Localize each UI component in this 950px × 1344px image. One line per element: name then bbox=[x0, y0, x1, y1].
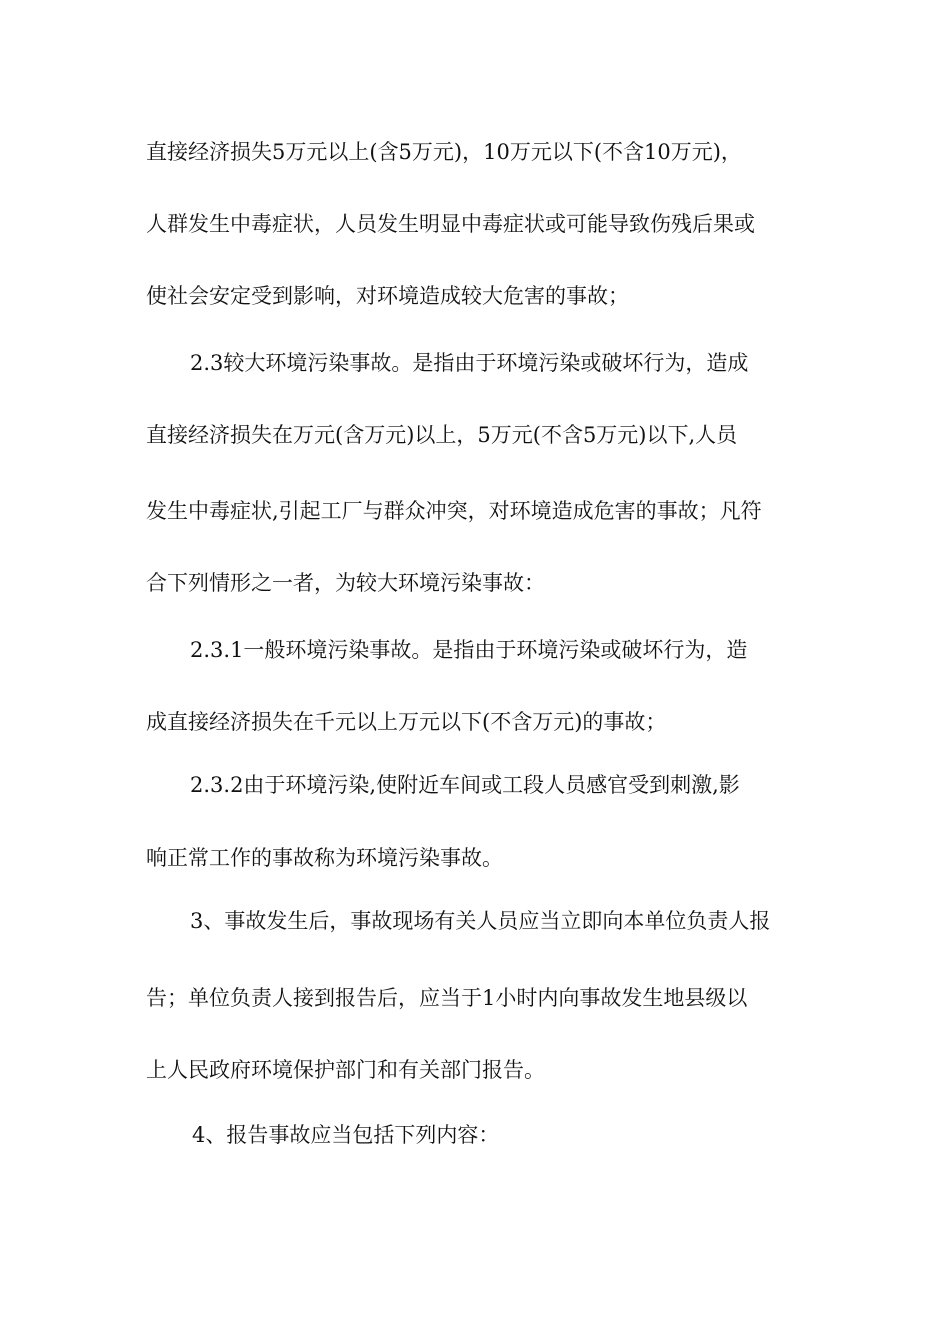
text-line: 直接经济损失5万元以上(含5万元)，10万元以下(不含10万元)， bbox=[146, 140, 742, 164]
text-line: 发生中毒症状,引起工厂与群众冲突，对环境造成危害的事故；凡符 bbox=[146, 499, 762, 523]
text-line: 2.3.2由于环境污染,使附近车间或工段人员感官受到刺激,影 bbox=[190, 773, 740, 797]
text-line: 上人民政府环境保护部门和有关部门报告。 bbox=[146, 1058, 545, 1082]
text-line: 告；单位负责人接到报告后，应当于1小时内向事故发生地县级以 bbox=[146, 986, 748, 1010]
text-line: 2.3.1一般环境污染事故。是指由于环境污染或破坏行为，造 bbox=[190, 638, 748, 662]
text-line: 3、事故发生后，事故现场有关人员应当立即向本单位负责人报 bbox=[190, 909, 771, 933]
text-line: 合下列情形之一者，为较大环境污染事故： bbox=[146, 571, 545, 595]
text-line: 2.3较大环境污染事故。是指由于环境污染或破坏行为，造成 bbox=[190, 351, 749, 375]
text-line: 使社会安定受到影响，对环境造成较大危害的事故； bbox=[146, 284, 629, 308]
text-line: 响正常工作的事故称为环境污染事故。 bbox=[146, 846, 503, 870]
text-line: 成直接经济损失在千元以上万元以下(不含万元)的事故； bbox=[146, 710, 667, 734]
text-line: 直接经济损失在万元(含万元)以上，5万元(不含5万元)以下,人员 bbox=[146, 423, 738, 447]
text-line: 人群发生中毒症状，人员发生明显中毒症状或可能导致伤残后果或 bbox=[146, 212, 755, 236]
text-line: 4、报告事故应当包括下列内容： bbox=[192, 1123, 500, 1147]
